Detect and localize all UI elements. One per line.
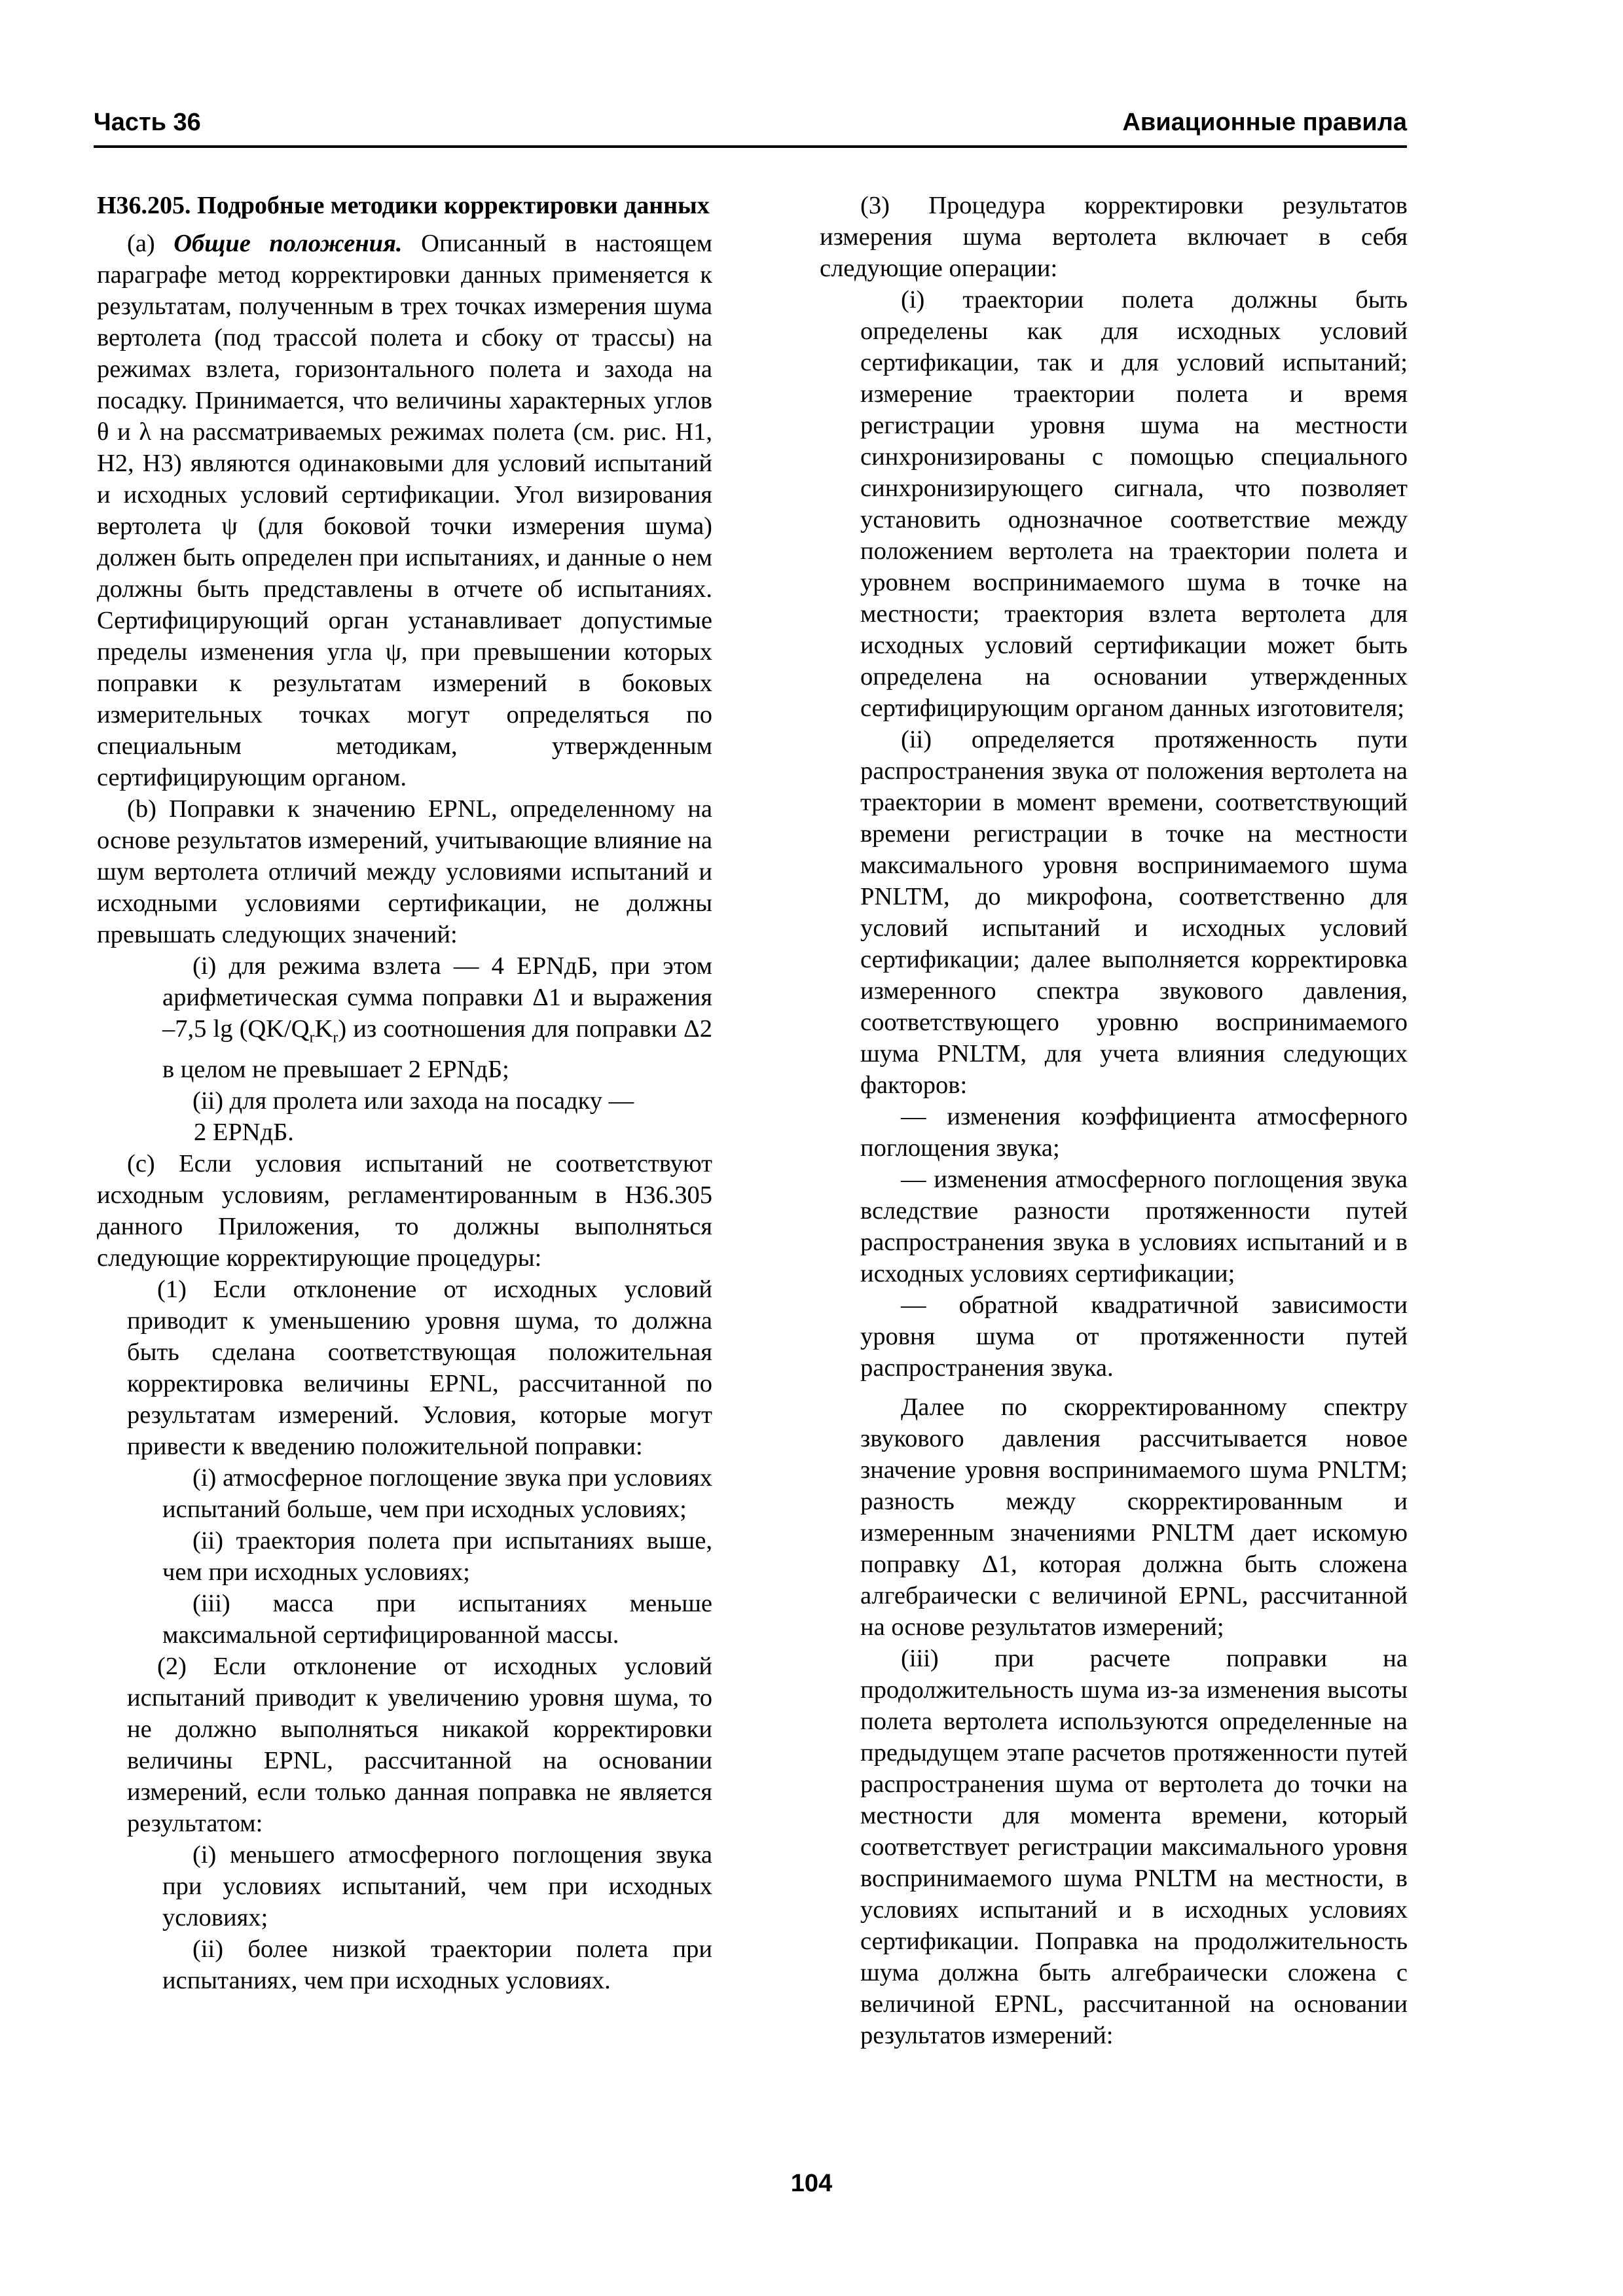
paragraph-c-1-i: (i) атмосферное поглощение звука при условиях испытаний больше, чем при исходных условиях; (162, 1463, 712, 1523)
paragraph-a-marker: (а) (127, 230, 155, 257)
paragraph-c-3: (3) Процедура корректировки результатов измерения шума вертолета включает в себя следующие операции: (820, 192, 1408, 282)
running-header (94, 105, 1407, 148)
paragraph-c-3-i: (i) траектории полета должны быть определены как для исходных условий сертификации, так и для условий испытаний; измерение траектории полета и время регистрации уровня шума на местности синхронизированы с помощью специального синхронизирующего сигнала, что позволяет установить однозначное соответствие между положением вертолета на траектории полета и уровнем воспринимаемого шума в точке на местности; траектория взлета вертолета для исходных условий сертификации может быть определена на основании утвержденных сертифицирующим органом данных изготовителя; (860, 286, 1408, 722)
paragraph-c-1-iii: (iii) масса при испытаниях меньше максимальной сертифицированной массы. (162, 1589, 712, 1649)
paragraph-c-2: (2) Если отклонение от исходных условий испытаний приводит к увеличению уровня шума, то не должно выполняться никакой корректировки величины EPNL, рассчитанной на основании измерений, если только данная поправка не является результатом: (127, 1652, 712, 1837)
paragraph-further: Далее по скорректированному спектру звукового давления рассчитывается новое значение уровня воспринимаемого шума PNLTM; разность между скорректированным и измеренным значениями PNLTM дает искомую поправку Δ1, которая должна быть сложена алгебраически с величиной EPNL, рассчитанной на основе результатов измерений; (860, 1393, 1408, 1641)
dash-item-2: — изменения атмосферного поглощения звука вследствие разности протяженности путей распространения звука в условиях испытаний и в исходных условиях сертификации; (860, 1166, 1408, 1287)
left-column (97, 190, 712, 1996)
paragraph-b-ii: (ii) для пролета или захода на посадку — (192, 1086, 634, 1115)
dash-item-3: — обратной квадратичной зависимости уровня шума от протяженности путей распространения звука. (860, 1291, 1408, 1382)
paragraph-c-2-ii: (ii) более низкой траектории полета при испытаниях, чем при исходных условиях. (162, 1935, 712, 1994)
section-title: Н36.205. Подробные методики корректировки данных (97, 192, 710, 219)
paragraph-c-3-ii: (ii) определяется протяженность пути распространения звука от положения вертолета на траектории в момент времени, соответствующий времени регистрации в точке на местности максимального уровня воспринимаемого шума PNLTM, до микрофона, соответственно для условий испытаний и исходных условий сертификации; далее выполняется корректировка измеренного спектра звукового давления, соответствующего уровню воспринимаемого шума PNLTM, для учета влияния следующих факторов: (860, 726, 1408, 1099)
paragraph-c: (с) Если условия испытаний не соответствуют исходным условиям, регламентированным в Н36.305 данного Приложения, то должны выполняться следующие корректирующие процедуры: (97, 1149, 712, 1272)
paragraph-c-2-i: (i) меньшего атмосферного поглощения звука при условиях испытаний, чем при исходных условиях; (162, 1840, 712, 1931)
header-part-label: Часть 36 (94, 109, 201, 136)
paragraph-b: (b) Поправки к значению EPNL, определенному на основе результатов измерений, учитывающие влияние на шум вертолета отличий между условиями испытаний и исходными условиями сертификации, не должны превышать следующих значений: (97, 795, 712, 948)
page-number: 104 (790, 2170, 833, 2197)
header-document-title: Авиационные правила (1122, 109, 1407, 136)
paragraph-a-text: Описанный в настоящем параграфе метод корректировки данных применяется к результатам, полученным в трех точках измерения шума вертолета (под трассой полета и сбоку от трассы) на режимах взлета, горизонтального полета и захода на посадку. Принимается, что величины характерных углов θ и λ на рассматриваемых режимах полета (см. рис. Н1, Н2, Н3) являются одинаковыми для условий испытаний и исходных условий сертификации. Угол визирования вертолета ψ (для боковой точки измерения шума) должен быть определен при испытаниях, и данные о нем должны быть представлены в отчете об испытаниях. Сертифицирующий орган устанавливает допустимые пределы изменения угла ψ, при превышении которых поправки к результатам измерений в боковых измерительных точках могут определяться по специальным методикам, утвержденным сертифицирующим органом. (97, 230, 712, 791)
right-column (820, 190, 1408, 2051)
paragraph-b-i: (i) для режима взлета — 4 EPNдБ, при этом арифметическая сумма поправки Δ1 и выражения –7,5 $\lg (QK/Q_rK_r)$ из соотношения для поправки Δ2 в целом не превышает 2 EPNдБ; (162, 952, 712, 1083)
paragraph-c-3-iii: (iii) при расчете поправки на продолжительность шума из-за изменения высоты полета вертолета используются определенные на предыдущем этапе расчетов протяженности путей распространения шума от вертолета до точки на местности для момента времени, который соответствует регистрации максимального уровня воспринимаемого шума PNLTM на местности, в условиях испытаний и в исходных условиях сертификации. Поправка на продолжительность шума должна быть алгебраически сложена с величиной EPNL, рассчитанной на основании результатов измерений: (860, 1645, 1408, 2049)
dash-item-1: — изменения коэффициента атмосферного поглощения звука; (860, 1103, 1408, 1162)
paragraph-a (97, 228, 712, 793)
paragraph-a-heading: Общие положения. (173, 230, 403, 257)
paragraph-c-1-ii: (ii) траектория полета при испытаниях выше, чем при исходных условиях; (162, 1526, 712, 1586)
paragraph-b-ii-continued: 2 EPNдБ. (194, 1118, 294, 1146)
paragraph-c-1: (1) Если отклонение от исходных условий приводит к уменьшению уровня шума, то должна быть сделана соответствующая положительная корректировка величины EPNL, рассчитанной по результатам измерений. Условия, которые могут привести к введению положительной поправки: (127, 1275, 712, 1460)
